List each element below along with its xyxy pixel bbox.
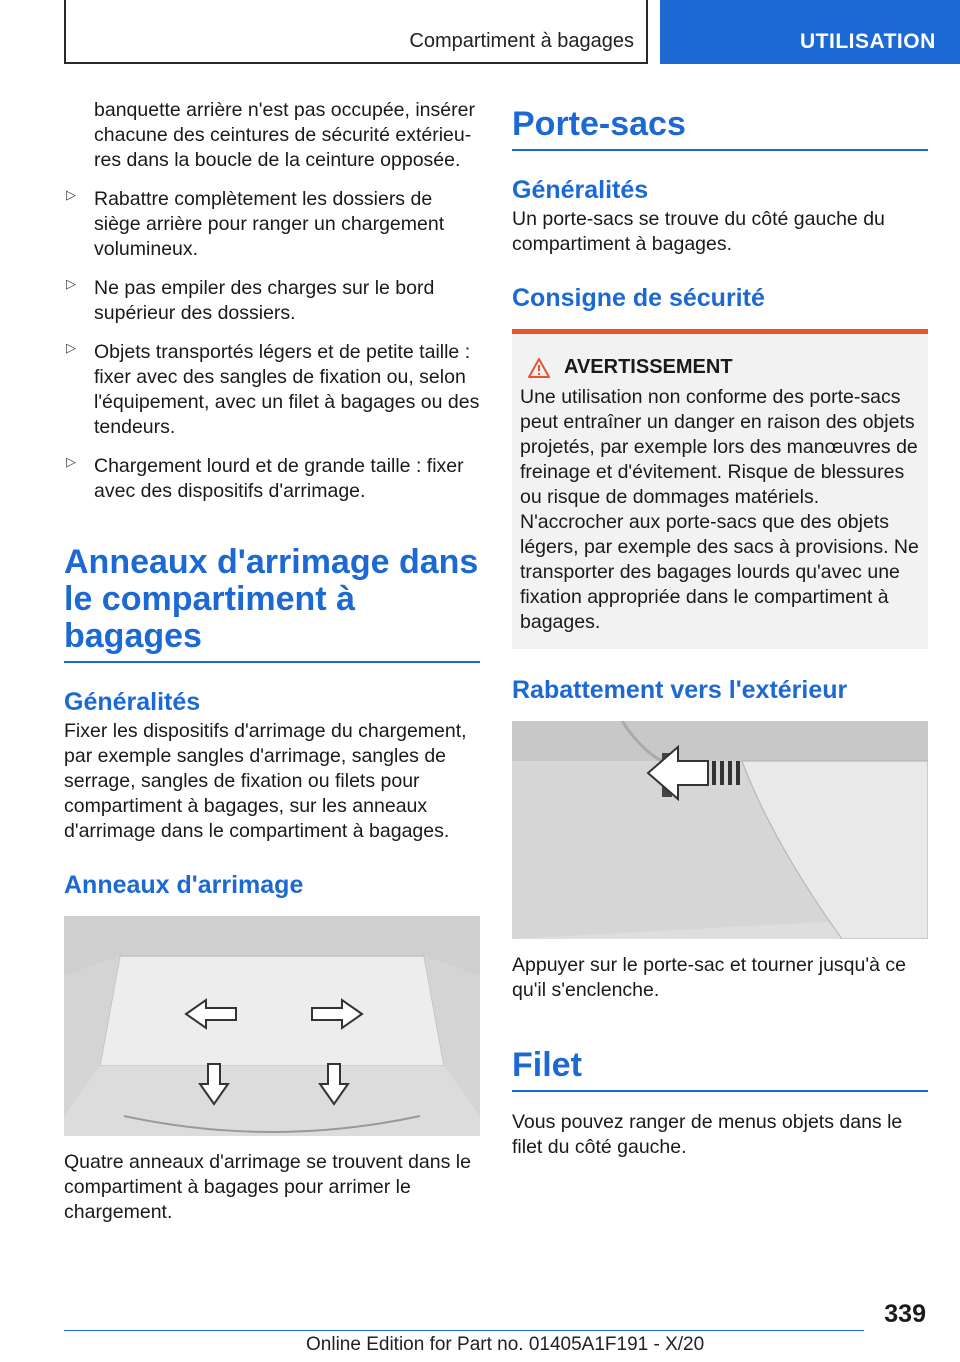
- section-heading-anneaux: Anneaux d'arrimage dans le compartiment à bagages: [64, 544, 480, 663]
- triangle-bullet-icon: ▷: [66, 187, 76, 202]
- footer-edition: Online Edition for Part no. 01405A1F191 - X/20: [306, 1334, 705, 1355]
- warning-title-row: [520, 356, 920, 379]
- porte-sacs-generalites-paragraph: Un porte-sacs se trouve du côté gauche du compartiment à bagages.: [512, 208, 885, 255]
- section-heading-porte-sacs: Porte-sacs: [512, 106, 928, 151]
- porte-sacs-photo-caption: Appuyer sur le porte-sac et tourner jusqu'à ce qu'il s'enclenche.: [512, 954, 906, 1001]
- bullet-item: [64, 454, 480, 504]
- intro-paragraph: banquette arrière n'est pas occupée, insérer chacune des ceintures de sécurité extérieures dans la boucle de la ceinture opposée.: [94, 99, 475, 171]
- page-number: 339: [884, 1300, 926, 1328]
- left-column: [64, 98, 480, 1225]
- triangle-bullet-icon: ▷: [66, 276, 76, 291]
- bullet-text: Chargement lourd et de grande taille : fixer avec des dispositifs d'arrimage.: [94, 455, 464, 502]
- right-column: [512, 98, 928, 1160]
- triangle-bullet-icon: ▷: [66, 454, 76, 469]
- subheading-anneaux-arrimage: Anneaux d'arrimage: [64, 871, 304, 899]
- bullet-item: [64, 340, 480, 440]
- header-chapter-title: UTILISATION: [800, 30, 936, 53]
- subheading-rabattement: Rabattement vers l'extérieur: [512, 676, 848, 704]
- bag-hook-photo: [512, 721, 928, 939]
- warning-triangle-icon: [528, 358, 550, 378]
- warning-box: [512, 329, 928, 649]
- trunk-tie-down-photo: [64, 916, 480, 1136]
- bullet-text: Ne pas empiler des charges sur le bord supérieur des dossiers.: [94, 277, 435, 324]
- subheading-generalites-porte-sacs: Généralités: [512, 176, 649, 204]
- generalites-paragraph: Fixer les dispositifs d'arrimage du chargement, par exemple sangles d'arrimage, sangles de serrage, sangles de fixation ou filets pour compartiment à bagages, sur les anneaux d'arrimage dans le compartiment à bagages.: [64, 720, 467, 842]
- footer-rule: [64, 1330, 864, 1331]
- bullet-text: Rabattre complètement les dossiers de siège arrière pour ranger un chargement volumineux.: [94, 188, 445, 260]
- filet-paragraph: Vous pouvez ranger de menus objets dans le filet du côté gauche.: [512, 1111, 903, 1158]
- subheading-consigne-securite: Consigne de sécurité: [512, 284, 765, 312]
- bullet-item: [64, 276, 480, 326]
- subheading-generalites: Généralités: [64, 688, 201, 716]
- section-heading-filet: Filet: [512, 1047, 928, 1092]
- header-section-title: Compartiment à bagages: [409, 30, 634, 52]
- bullet-item: [64, 187, 480, 262]
- header-section-box: [64, 0, 648, 64]
- warning-text: Une utilisation non conforme des porte-sacs peut entraîner un danger en raison des objets projetés, par exemple lors des manœuvres de freinage et d'évitement. Risque de blessures ou risque de dommages matériels. N'accrocher aux porte-sacs que des objets légers, par exemple des sacs à provisions. Ne transporter des bagages lourds qu'avec une fixation appropriée dans le compartiment à bagages.: [520, 386, 919, 633]
- header-chapter-tab: [660, 0, 960, 64]
- warning-title: AVERTISSEMENT: [564, 356, 733, 378]
- triangle-bullet-icon: ▷: [66, 340, 76, 355]
- bullet-text: Objets transportés légers et de petite taille : fixer avec des sangles de fixation ou, selon l'équipement, avec un filet à bagages ou des tendeurs.: [94, 341, 480, 438]
- anneaux-photo-caption: Quatre anneaux d'arrimage se trouvent dans le compartiment à bagages pour arrimer le chargement.: [64, 1151, 471, 1223]
